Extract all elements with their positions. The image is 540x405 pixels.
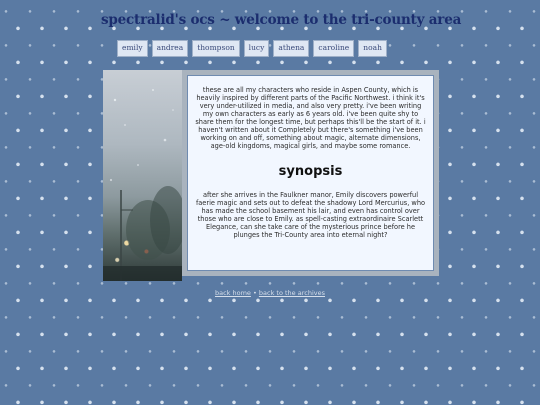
footer-links (0, 289, 540, 297)
nav-tab-noah[interactable]: noah (358, 40, 387, 57)
character-nav (117, 40, 387, 57)
intro-text: these are all my characters who reside in Aspen County, which is heavily inspired by different parts of the Pacific Northwest. i think it's very under-utilized in media, and also very pretty. i've been writing my own characters as early as 6 years old. i've been quite shy to share them for the longest time, but perhaps this'll be the start of it. i haven't written about it Completely but there's something i've been working on and off, something about magic, alternate dimensions, age-old kingdoms, magical girls, and maybe some romance. (195, 86, 426, 150)
nav-tab-lucy[interactable]: lucy (244, 40, 270, 57)
nav-tab-emily[interactable]: emily (117, 40, 148, 57)
nav-tab-athena[interactable]: athena (273, 40, 309, 57)
nav-tab-caroline[interactable]: caroline (313, 40, 354, 57)
back-to-archives-link[interactable]: back to the archives (258, 289, 325, 297)
synopsis-text: after she arrives in the Faulkner manor, Emily discovers powerful faerie magic and sets out to defeat the shadowy Lord Mercurius, who has made the school basement his lair, and even has control over those who are close to Emily. as spell-casting extraordinaire Scarlett Elegance, can she take care of the mysterious prince before he plunges the Tri-County area into eternal night? (195, 191, 426, 239)
nav-tab-thompson[interactable]: thompson (192, 40, 239, 57)
synopsis-heading: synopsis (278, 164, 343, 179)
footer-separator: • (250, 289, 259, 297)
content-panel-inner (187, 75, 434, 271)
content-panel (182, 70, 439, 276)
nav-tab-andrea[interactable]: andrea (152, 40, 189, 57)
back-home-link[interactable]: back home (214, 289, 251, 297)
rainy-window-illustration (103, 70, 182, 281)
site-title: spectralid's ocs ~ welcome to the tri-county area (101, 12, 462, 28)
rainy-window-photo (103, 70, 182, 281)
